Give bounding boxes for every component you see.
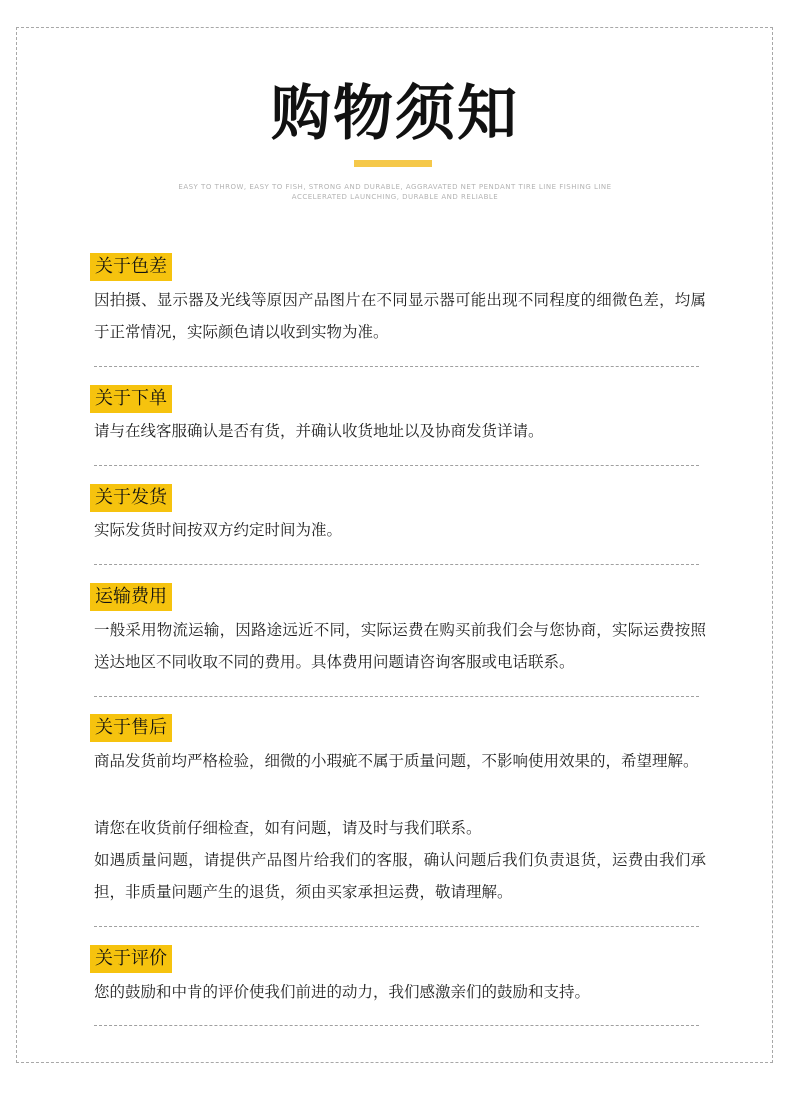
section-paragraph: 一般采用物流运输，因路途远近不同，实际运费在购买前我们会与您协商，实际运费按照送达地区不同收取不同的费用。具体费用问题请咨询客服或电话联系。	[94, 621, 706, 671]
section-paragraph: 商品发货前均严格检验，细微的小瑕疵不属于质量问题，不影响使用效果的，希望理解。	[94, 752, 699, 770]
section-paragraph: 如遇质量问题，请提供产品图片给我们的客服，确认问题后我们负责退货，运费由我们承担，非质量问题产生的退货，须由买家承担运费，敬请理解。	[94, 851, 706, 901]
section-divider	[94, 926, 699, 927]
section-heading: 关于发货	[90, 484, 172, 512]
section-paragraph: 请与在线客服确认是否有货，并确认收货地址以及协商发货详请。	[94, 422, 544, 440]
page-title: 购物须知	[271, 79, 519, 149]
section-paragraph: 实际发货时间按双方约定时间为准。	[94, 521, 343, 539]
subtitle-line-1: EASY TO THROW, EASY TO FISH, STRONG AND DURABLE, AGGRAVATED NET PENDANT TIRE LINE FISHING LINE	[178, 183, 612, 191]
section-heading: 关于下单	[90, 385, 172, 413]
section-paragraph: 因拍摄、显示器及光线等原因产品图片在不同显示器可能出现不同程度的细微色差，均属于正常情况，实际颜色请以收到实物为准。	[94, 291, 706, 341]
section-paragraph: 请您在收货前仔细检查，如有问题，请及时与我们联系。	[94, 819, 482, 837]
section-heading: 运输费用	[90, 583, 172, 611]
section-divider	[94, 366, 699, 367]
section-divider	[94, 564, 699, 565]
section-divider	[94, 465, 699, 466]
section-heading: 关于评价	[90, 945, 172, 973]
section-heading: 关于售后	[90, 714, 172, 742]
subtitle-line-2: ACCELERATED LAUNCHING, DURABLE AND RELIABLE	[291, 193, 499, 201]
section-paragraph: 您的鼓励和中肯的评价使我们前进的动力，我们感激亲们的鼓励和支持。	[94, 983, 591, 1001]
section-divider	[94, 1025, 699, 1026]
title-underline	[354, 160, 432, 167]
section-divider	[94, 696, 699, 697]
section-heading: 关于色差	[90, 253, 172, 281]
